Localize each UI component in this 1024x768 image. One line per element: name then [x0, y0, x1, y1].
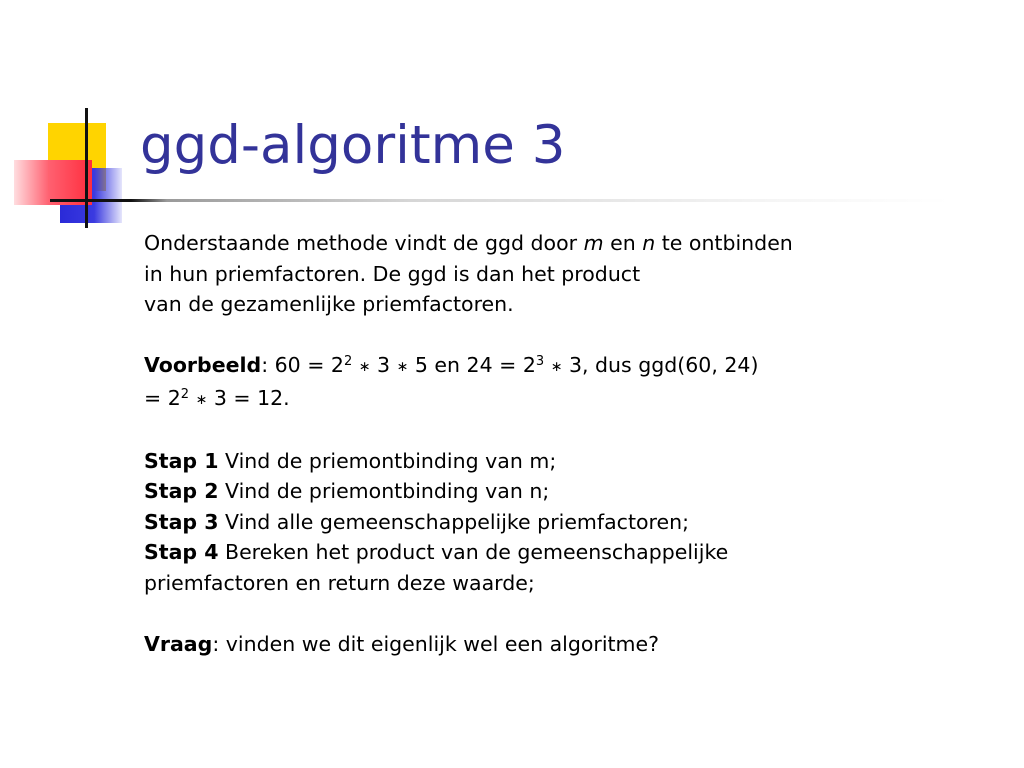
- step-1: Stap 1 Vind de priemontbinding van m;: [144, 448, 557, 473]
- slide-title: ggd-algoritme 3: [140, 115, 566, 176]
- var-m: m: [583, 231, 604, 255]
- vertical-line: [85, 108, 88, 228]
- step-4: Stap 4 Bereken het product van de gemeenschappelijke: [144, 540, 729, 564]
- intro-paragraph: Onderstaande methode vindt de ggd door m en n te ontbinden in hun priemfactoren. De ggd is dan het product van de gezamenlijke priemfactoren.: [144, 231, 793, 316]
- steps-list: [144, 446, 984, 599]
- example-label: Voorbeeld: [144, 353, 262, 377]
- question-paragraph: Vraag: vinden we dit eigenlijk wel een algoritme?: [144, 631, 660, 656]
- var-n: n: [642, 231, 656, 255]
- slide-body: [144, 228, 984, 659]
- step-4-continuation: priemfactoren en return deze waarde;: [144, 570, 535, 595]
- example-paragraph: Voorbeeld: $60 = 2^2$ ∗ 3 ∗ 5 en $24 = 2^3$ ∗ 3, dus ggd(60, 24) = $2^2$ ∗ 3 = 12.: [144, 353, 759, 410]
- title-underline: [50, 199, 950, 202]
- question-label: Vraag: [144, 631, 213, 656]
- step-3: Stap 3 Vind alle gemeenschappelijke priemfactoren;: [144, 509, 690, 534]
- step-2: Stap 2 Vind de priemontbinding van n;: [144, 479, 550, 503]
